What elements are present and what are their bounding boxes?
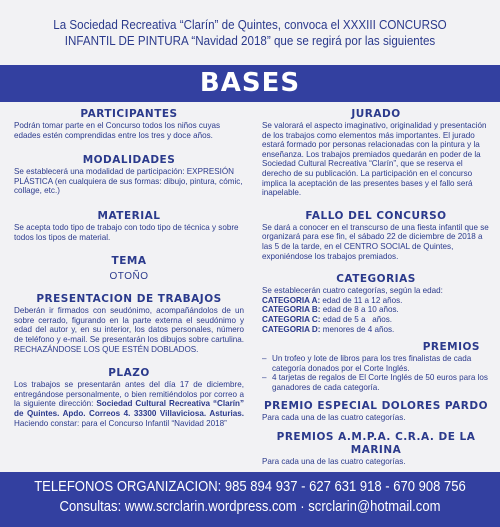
participantes-title: PARTICIPANTES [80,108,178,120]
modalidades-body: Se establecerá una modalidad de participación: EXPRESIÓN PLÁSTICA (en cualquiera de sus formas: dibujo, pintura, cómic, collage, etc.) [14,167,243,196]
section-tema [14,255,244,283]
material-title: MATERIAL [97,209,161,222]
fallo-title: FALLO DEL CONCURSO [305,209,447,222]
footer [0,472,500,527]
modalidades-title: MODALIDADES [82,154,176,167]
premios-list [262,354,490,392]
categoria-b-label: CATEGORIA B: [262,305,321,315]
premios-ampa-body: Para cada una de las cuatro categorías. [262,457,406,467]
fallo-body: Se dará a conocer en el transcurso de una fiesta infantil que se organizará para ese fin, el sábado 22 de diciembre de 2018 a las 5 de la tarde, en el CENTRO SOCIAL de Quintes, exponiéndose los trabajos premiados. [262,222,489,261]
categoria-item [262,305,490,315]
section-participantes [14,108,244,140]
section-plazo [14,367,244,428]
categoria-b-text: edad de 8 a 10 años. [322,305,399,315]
categoria-a-text: edad de 11 a 12 años. [322,295,403,305]
section-presentacion [14,293,244,354]
tema-value: OTOÑO [109,271,149,283]
categoria-a-label: CATEGORIA A: [262,295,321,305]
categoria-d-text: menores de 4 años. [322,324,395,334]
premio-dolores-body: Para cada una de las cuatro categorías. [262,413,406,423]
section-premios-ampa [262,431,490,467]
premio-dolores-title: PREMIO ESPECIAL DOLORES PARDO [263,400,489,413]
section-categorias [262,273,490,334]
categoria-item [262,315,490,325]
plazo-body [14,380,244,428]
jurado-title: JURADO [351,108,401,120]
plazo-address: Sociedad Cultural Recreativa “Clarín” de Quintes. Apdo. Correos 4. 33300 Villaviciosa. Asturias. [14,399,244,418]
bases-band [0,65,500,102]
participantes-body: Podrán tomar parte en el Concurso todos los niños cuyas edades estén comprendidas entre los tres y doce años. [14,121,221,140]
section-material [14,210,244,242]
premios-item-1: – Un trofeo y lote de libros para los tres finalistas de cada categoría donados por el Corte Inglés. [262,354,490,373]
plazo-end: Haciendo constar: para el Concurso Infantil “Navidad 2018” [14,418,227,428]
categoria-d-label: CATEGORIA D: [262,324,321,334]
presentacion-title: PRESENTACION DE TRABAJOS [36,293,222,306]
categorias-intro: Se establecerán cuatro categorías, según la edad: [262,286,443,296]
plazo-title: PLAZO [108,367,150,380]
footer-phones: TELEFONOS ORGANIZACION: 985 894 937 - 627 631 918 - 670 908 756 [34,479,466,495]
material-body: Se acepta todo tipo de trabajo con todo tipo de técnica y sobre todos los tipos de material. [14,222,239,242]
categoria-c-label: CATEGORIA C: [262,314,321,324]
plazo-intro: Los trabajos se presentarán antes del día 17 de diciembre, entregándose personalmente, o bien remitiéndolos por correo a la siguiente dirección: [14,380,244,409]
bases-title: BASES [199,68,301,98]
jurado-body: Se valorará el aspecto imaginativo, originalidad y presentación de los trabajos como elementos más importantes. El jurado estará formado por personas relacionadas con la pintura y la enseñanza. Los trabajos premiados quedarán en poder de la Sociedad Cultural Recreativa “Clarín”, que se reserva el derecho de su publicación. La participación en el concurso implica la aceptación de las presentes bases y el fallo será inapelable. [262,121,487,198]
header-line-1: La Sociedad Recreativa “Clarín” de Quintes, convoca el XXXIII CONCURSO [53,17,447,32]
premios-title: PREMIOS [422,341,480,354]
categoria-item [262,296,490,306]
left-column [14,108,244,428]
categorias-title: CATEGORIAS [336,273,416,286]
section-premio-dolores [262,400,490,423]
premios-item-2: – 4 tarjetas de regalos de El Corte Inglés de 50 euros para los ganadores de cada categoría. [262,373,490,392]
section-jurado [262,108,490,198]
premios-ampa-title: PREMIOS A.M.P.A. C.R.A. DE LA MARINA [276,431,476,457]
tema-title: TEMA [111,255,147,268]
section-premios [262,341,490,392]
right-column [262,108,490,467]
section-fallo [262,210,490,261]
footer-contact: Consultas: www.scrclarin.wordpress.com · scrclarin@hotmail.com [59,499,441,515]
header-line-2: INFANTIL DE PINTURA “Navidad 2018” que se regirá por las siguientes [64,33,436,48]
presentacion-body: Deberán ir firmados con seudónimo, acompañándolos de un sobre cerrado, figurando en la parte externa el seudónimo y edad del autor y, en su interior, los datos personales, número de teléfono y e-mail. Se presentarán los dibujos sobre cartulina. RECHAZÁNDOSE LOS QUE ESTÉN DOBLADOS. [14,306,244,354]
categoria-item [262,325,490,335]
section-modalidades [14,154,244,196]
categoria-c-text: edad de 5 a años. [322,314,393,324]
header [0,0,500,62]
